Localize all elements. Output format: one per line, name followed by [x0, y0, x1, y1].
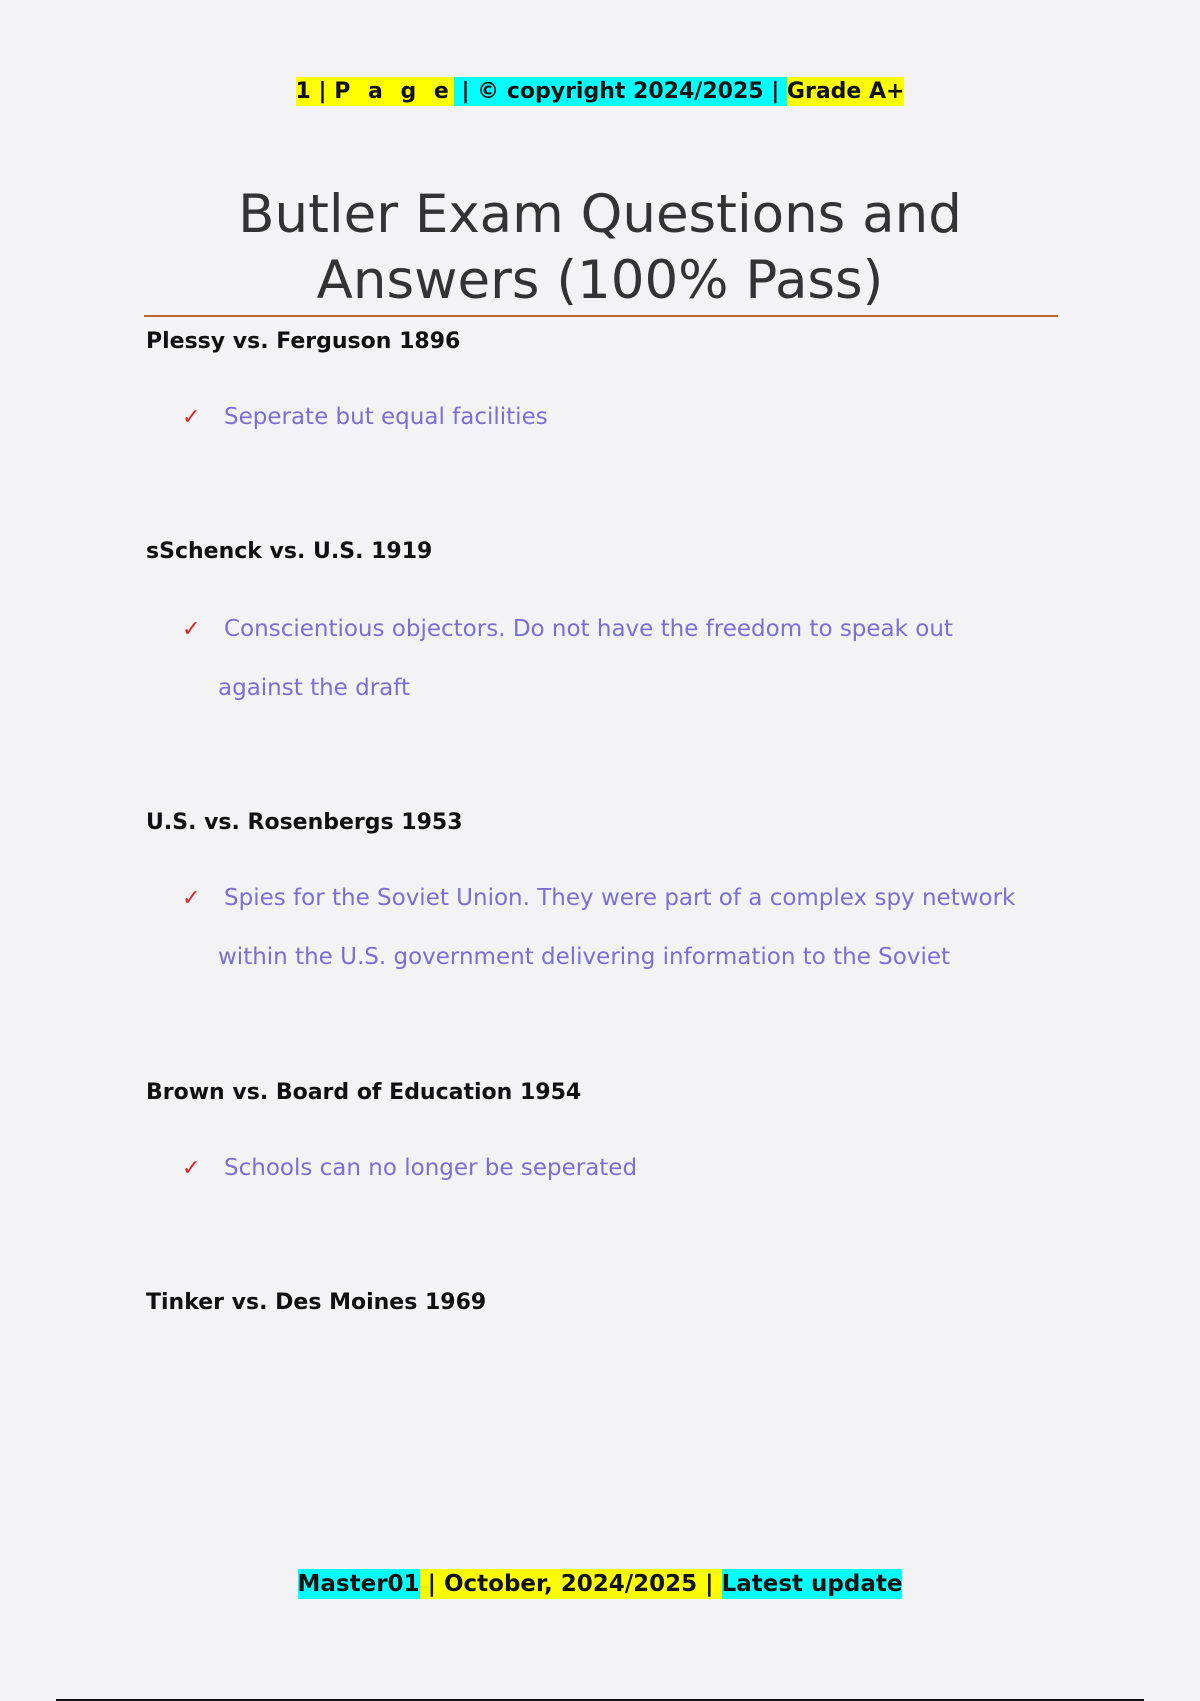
footer-update: Latest update — [721, 1571, 903, 1597]
page-header — [0, 74, 1200, 110]
answer-text: Spies for the Soviet Union. They were part of a complex spy network — [224, 885, 1016, 911]
checkmark-icon: ✓ — [182, 617, 201, 642]
answer-brown — [182, 1139, 1042, 1198]
answer-text: Seperate but equal facilities — [224, 404, 548, 430]
checkmark-icon: ✓ — [182, 1156, 201, 1181]
question-plessy: Plessy vs. Ferguson 1896 — [146, 329, 461, 354]
footer-date: | October, 2024/2025 | — [419, 1571, 722, 1597]
answer-plessy — [182, 388, 1042, 447]
header-page-number: 1 — [295, 79, 311, 104]
answer-text-continued: within the U.S. government delivering information to the Soviet — [218, 944, 951, 970]
answer-text: Schools can no longer be seperated — [224, 1155, 638, 1181]
question-schenck: sSchenck vs. U.S. 1919 — [146, 539, 433, 564]
answer-text-continued: against the draft — [218, 675, 410, 701]
answer-rosenbergs — [182, 869, 1042, 987]
question-tinker: Tinker vs. Des Moines 1969 — [146, 1290, 487, 1315]
document-title: Butler Exam Questions and Answers (100% Pass) — [238, 184, 962, 311]
title-underline — [144, 315, 1058, 317]
answer-text: Conscientious objectors. Do not have the freedom to speak out — [224, 616, 953, 642]
checkmark-icon: ✓ — [182, 886, 201, 911]
footer-author: Master01 — [297, 1571, 420, 1597]
header-separator: | — [310, 79, 335, 104]
question-rosenbergs: U.S. vs. Rosenbergs 1953 — [146, 810, 463, 835]
page-footer — [0, 1566, 1200, 1602]
header-page-word: P a g e — [334, 79, 454, 104]
header-grade: Grade A+ — [786, 79, 905, 104]
question-brown: Brown vs. Board of Education 1954 — [146, 1080, 582, 1105]
answer-schenck — [182, 600, 1042, 718]
checkmark-icon: ✓ — [182, 405, 201, 430]
header-copyright: | © copyright 2024/2025 | — [453, 79, 787, 104]
